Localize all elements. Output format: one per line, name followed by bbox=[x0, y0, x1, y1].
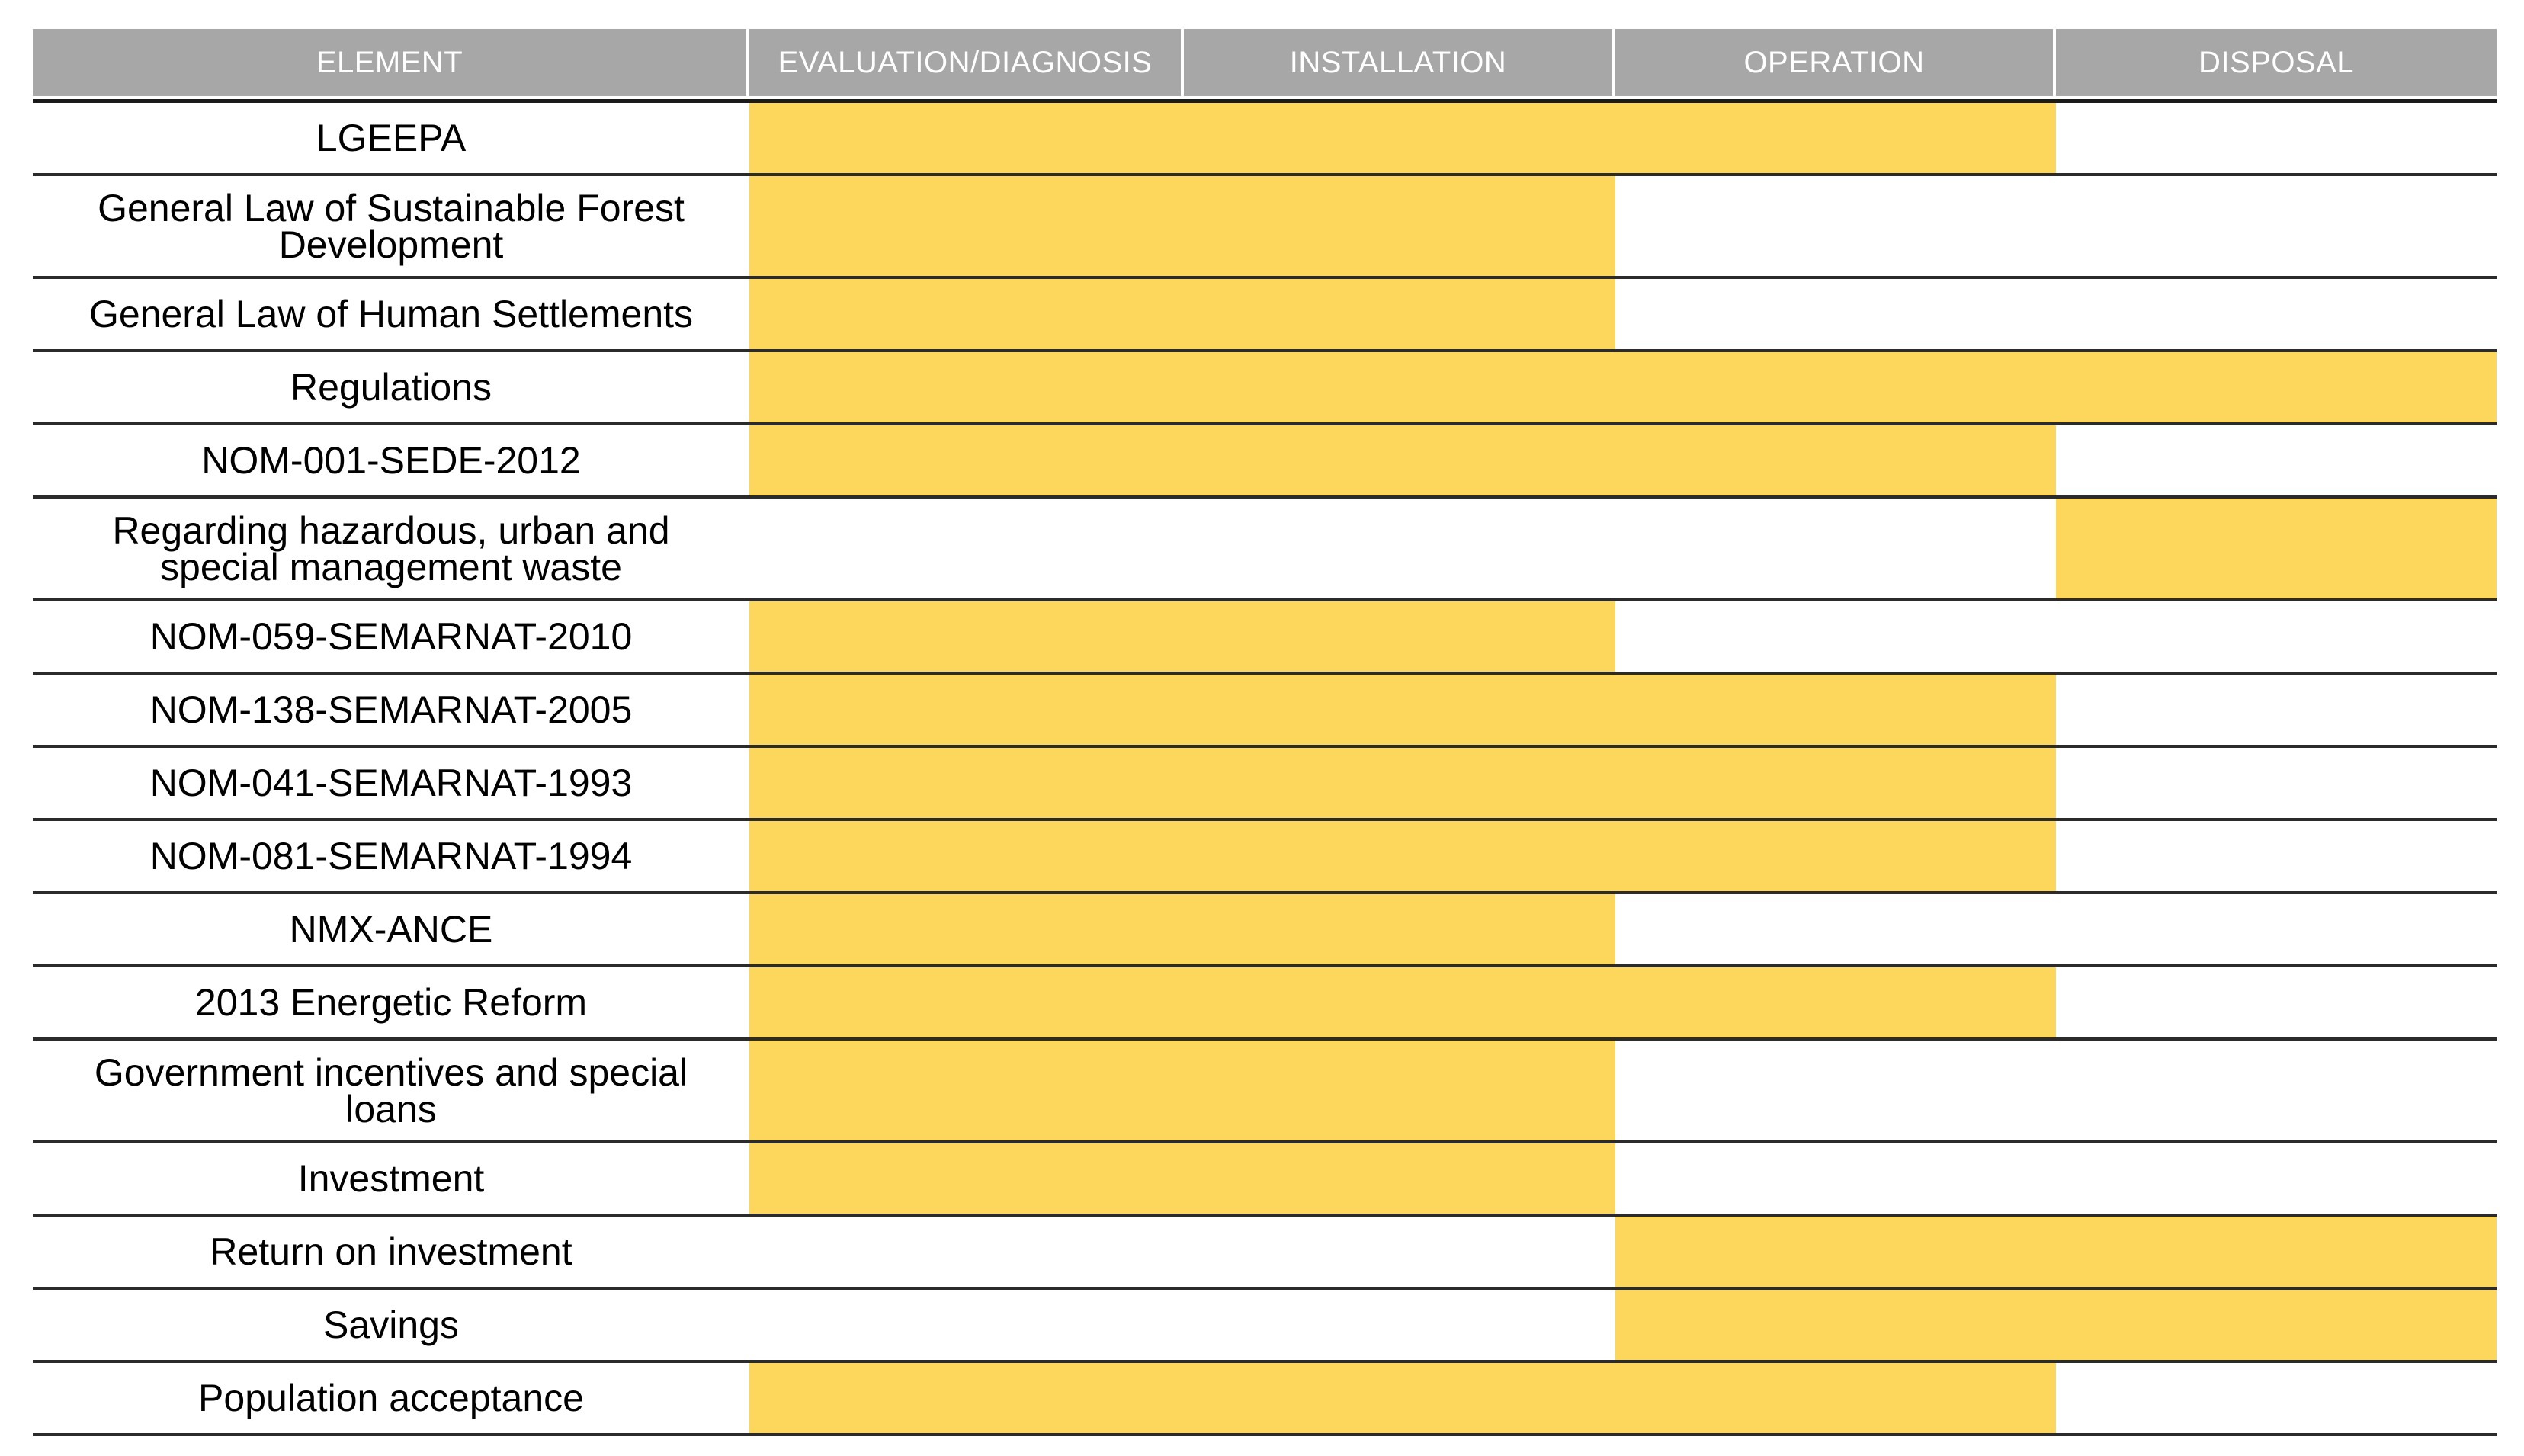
stage-cell-operation bbox=[1615, 1041, 2056, 1140]
stage-cell-installation bbox=[1187, 499, 1615, 598]
stage-cell-installation bbox=[1187, 425, 1615, 495]
stage-cell-disposal bbox=[2056, 1290, 2497, 1360]
stage-cell-operation bbox=[1615, 279, 2056, 349]
element-cell: NOM-041-SEMARNAT-1993 bbox=[149, 762, 633, 804]
stage-cell-installation bbox=[1187, 1041, 1615, 1140]
stage-cell-evaluation-diagnosis bbox=[749, 103, 1187, 173]
stage-cell-disposal bbox=[2056, 1041, 2497, 1140]
element-cell: LGEEPA bbox=[316, 117, 467, 159]
table-row bbox=[33, 821, 2497, 894]
stage-cell-operation bbox=[1615, 1363, 2056, 1433]
stage-cell-evaluation-diagnosis bbox=[749, 1143, 1187, 1214]
element-cell: NOM-001-SEDE-2012 bbox=[201, 439, 581, 482]
element-cell: General Law of Human Settlements bbox=[88, 293, 694, 335]
element-cell: NOM-059-SEMARNAT-2010 bbox=[149, 615, 633, 658]
stage-cell-evaluation-diagnosis bbox=[749, 821, 1187, 891]
stage-cell-evaluation-diagnosis bbox=[749, 967, 1187, 1037]
stage-cell-installation bbox=[1187, 1290, 1615, 1360]
stage-cell-operation bbox=[1615, 176, 2056, 276]
element-cell: NOM-081-SEMARNAT-1994 bbox=[149, 835, 633, 877]
header-operation: OPERATION bbox=[1615, 29, 2056, 96]
stage-cell-evaluation-diagnosis bbox=[749, 601, 1187, 672]
stage-cell-operation bbox=[1615, 601, 2056, 672]
header-evaluation-diagnosis: EVALUATION/DIAGNOSIS bbox=[749, 29, 1184, 96]
stage-cell-evaluation-diagnosis bbox=[749, 748, 1187, 818]
stage-cell-installation bbox=[1187, 821, 1615, 891]
stage-cell-installation bbox=[1187, 1143, 1615, 1214]
header-disposal: DISPOSAL bbox=[2056, 29, 2497, 96]
stage-cell-installation bbox=[1187, 352, 1615, 422]
stage-cell-operation bbox=[1615, 352, 2056, 422]
table-row bbox=[33, 1041, 2497, 1143]
stage-cell-installation bbox=[1187, 748, 1615, 818]
element-cell: 2013 Energetic Reform bbox=[194, 981, 588, 1024]
stage-cell-disposal bbox=[2056, 675, 2497, 745]
stage-cell-disposal bbox=[2056, 1363, 2497, 1433]
stage-cell-operation bbox=[1615, 499, 2056, 598]
table-row bbox=[33, 601, 2497, 675]
element-cell: Government incentives and special loans bbox=[94, 1050, 688, 1130]
stage-cell-disposal bbox=[2056, 601, 2497, 672]
stage-cell-disposal bbox=[2056, 425, 2497, 495]
stage-cell-disposal bbox=[2056, 821, 2497, 891]
element-cell: General Law of Sustainable Forest Development bbox=[98, 186, 685, 266]
stage-cell-operation bbox=[1615, 894, 2056, 964]
stage-cell-disposal bbox=[2056, 748, 2497, 818]
stage-cell-installation bbox=[1187, 894, 1615, 964]
stage-cell-disposal bbox=[2056, 176, 2497, 276]
element-cell: Regarding hazardous, urban and special management waste bbox=[112, 508, 670, 588]
stage-cell-evaluation-diagnosis bbox=[749, 1363, 1187, 1433]
table-row bbox=[33, 176, 2497, 279]
stage-cell-installation bbox=[1187, 1217, 1615, 1287]
table-row bbox=[33, 425, 2497, 499]
table-row bbox=[33, 748, 2497, 821]
stage-cell-evaluation-diagnosis bbox=[749, 1217, 1187, 1287]
stage-cell-installation bbox=[1187, 103, 1615, 173]
stage-cell-evaluation-diagnosis bbox=[749, 279, 1187, 349]
table-row bbox=[33, 675, 2497, 748]
stage-cell-disposal bbox=[2056, 279, 2497, 349]
stage-cell-installation bbox=[1187, 601, 1615, 672]
stage-cell-operation bbox=[1615, 675, 2056, 745]
element-cell: NMX-ANCE bbox=[289, 908, 493, 951]
stage-cell-disposal bbox=[2056, 1143, 2497, 1214]
stage-cell-installation bbox=[1187, 967, 1615, 1037]
stage-cell-evaluation-diagnosis bbox=[749, 425, 1187, 495]
stage-cell-installation bbox=[1187, 176, 1615, 276]
stage-cell-operation bbox=[1615, 1217, 2056, 1287]
element-cell: Population acceptance bbox=[198, 1377, 584, 1419]
table-header bbox=[33, 29, 2497, 96]
table-row bbox=[33, 279, 2497, 352]
table-body bbox=[33, 103, 2497, 1436]
stage-cell-installation bbox=[1187, 279, 1615, 349]
table-row bbox=[33, 103, 2497, 176]
stage-cell-evaluation-diagnosis bbox=[749, 1041, 1187, 1140]
table-row bbox=[33, 967, 2497, 1041]
element-cell: Investment bbox=[297, 1157, 485, 1200]
stage-cell-evaluation-diagnosis bbox=[749, 675, 1187, 745]
stage-cell-evaluation-diagnosis bbox=[749, 1290, 1187, 1360]
stage-cell-disposal bbox=[2056, 967, 2497, 1037]
stage-cell-disposal bbox=[2056, 499, 2497, 598]
stage-cell-operation bbox=[1615, 967, 2056, 1037]
stage-cell-evaluation-diagnosis bbox=[749, 176, 1187, 276]
stage-cell-installation bbox=[1187, 675, 1615, 745]
element-cell: Savings bbox=[323, 1304, 459, 1346]
header-installation: INSTALLATION bbox=[1184, 29, 1615, 96]
stage-cell-evaluation-diagnosis bbox=[749, 499, 1187, 598]
stage-cell-operation bbox=[1615, 1290, 2056, 1360]
element-cell: Regulations bbox=[290, 366, 492, 409]
stage-cell-evaluation-diagnosis bbox=[749, 352, 1187, 422]
table-row bbox=[33, 1363, 2497, 1436]
header-element: ELEMENT bbox=[33, 29, 749, 96]
stage-cell-operation bbox=[1615, 425, 2056, 495]
stage-matrix-table bbox=[33, 29, 2497, 1436]
stage-cell-operation bbox=[1615, 103, 2056, 173]
stage-cell-operation bbox=[1615, 748, 2056, 818]
stage-cell-disposal bbox=[2056, 103, 2497, 173]
table-row bbox=[33, 499, 2497, 601]
stage-cell-disposal bbox=[2056, 352, 2497, 422]
stage-cell-disposal bbox=[2056, 894, 2497, 964]
table-row bbox=[33, 352, 2497, 425]
stage-cell-installation bbox=[1187, 1363, 1615, 1433]
table-row bbox=[33, 894, 2497, 967]
stage-cell-disposal bbox=[2056, 1217, 2497, 1287]
stage-cell-operation bbox=[1615, 1143, 2056, 1214]
table-row bbox=[33, 1143, 2497, 1217]
table-row bbox=[33, 1290, 2497, 1363]
stage-cell-evaluation-diagnosis bbox=[749, 894, 1187, 964]
element-cell: Return on investment bbox=[210, 1230, 572, 1273]
stage-cell-operation bbox=[1615, 821, 2056, 891]
table-row bbox=[33, 1217, 2497, 1290]
element-cell: NOM-138-SEMARNAT-2005 bbox=[149, 688, 633, 731]
